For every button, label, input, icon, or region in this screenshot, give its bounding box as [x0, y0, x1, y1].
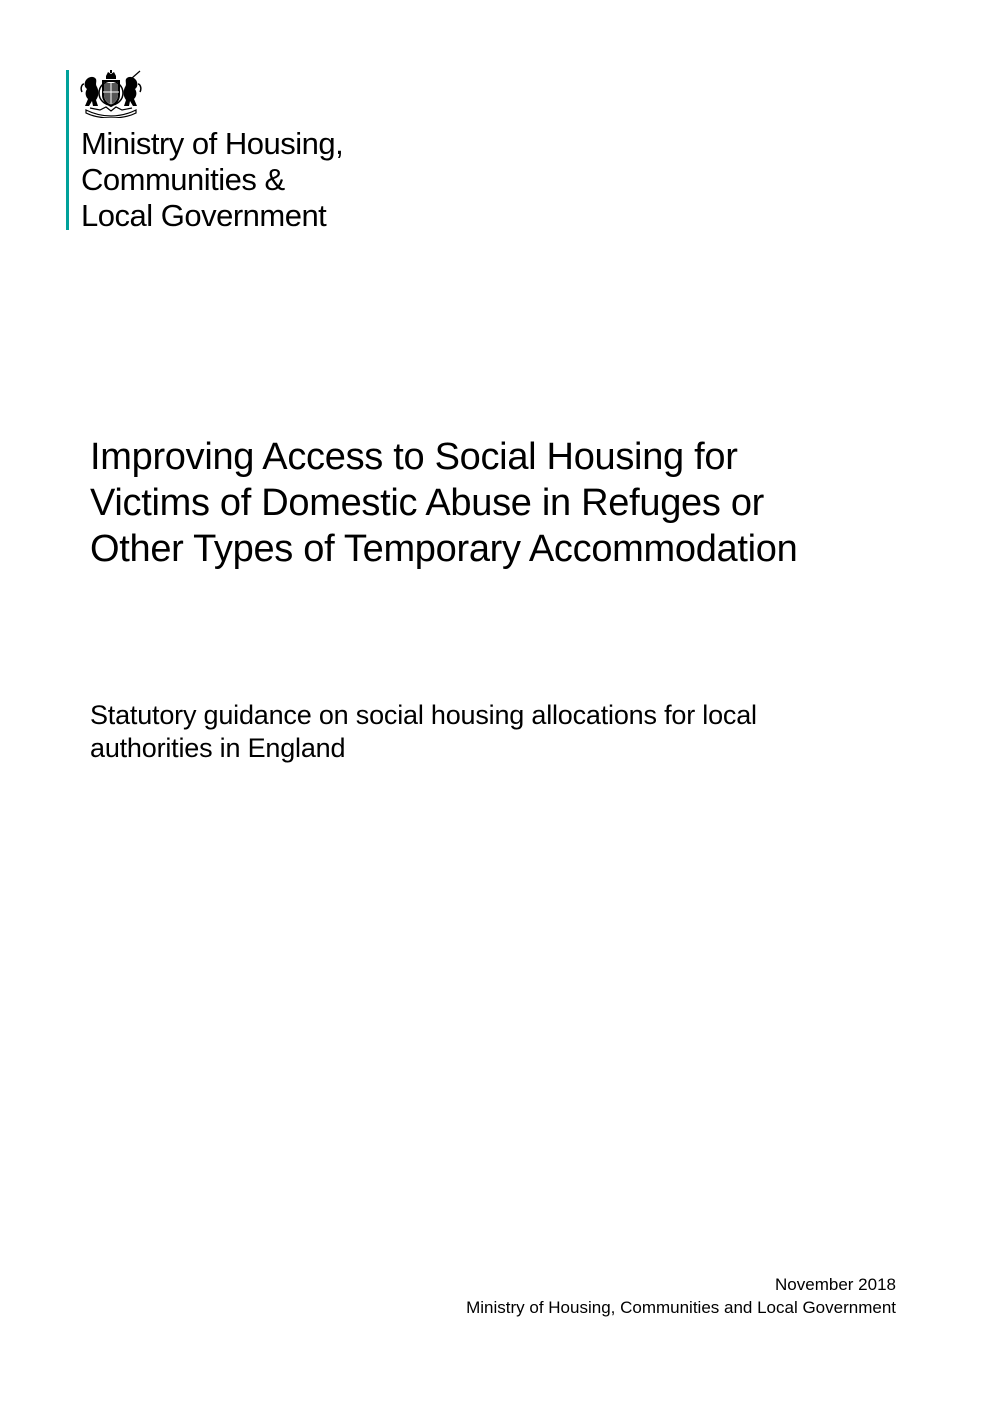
publisher-name: Ministry of Housing, Communities and Local Government [466, 1298, 896, 1317]
department-name-line: Ministry of Housing, [81, 126, 344, 161]
document-subtitle-line: authorities in England [90, 733, 346, 763]
logo-rule [66, 70, 69, 230]
department-logo [66, 70, 406, 233]
document-title-line: Improving Access to Social Housing for [90, 436, 738, 478]
document-title-line: Other Types of Temporary Accommodation [90, 528, 798, 570]
publication-info [466, 1273, 896, 1319]
department-name-line: Local Government [81, 198, 327, 233]
department-name-line: Communities & [81, 162, 285, 197]
document-subtitle-line: Statutory guidance on social housing allocations for local [90, 700, 757, 730]
royal-coat-of-arms-icon [80, 70, 142, 118]
department-name [81, 126, 343, 234]
document-title [90, 434, 910, 572]
document-title-line: Victims of Domestic Abuse in Refuges or [90, 482, 765, 524]
publication-date: November 2018 [775, 1275, 896, 1294]
document-subtitle [90, 699, 910, 765]
